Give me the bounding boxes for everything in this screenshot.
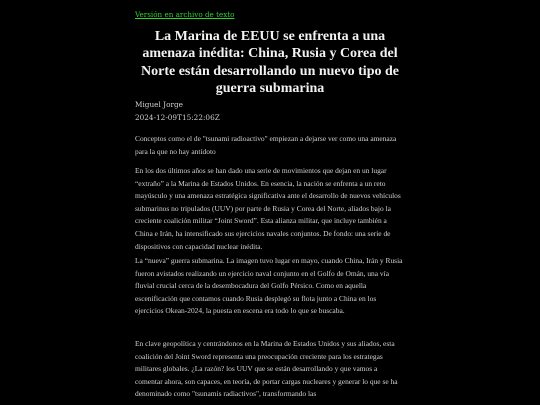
article-paragraph-1: Conceptos como el de "tsunami radioactivo" empiezan a dejarse ver como una amenaza para la que no hay antídoto <box>135 134 397 156</box>
article-date: 2024-12-09T15:22:06Z <box>135 113 220 122</box>
article-paragraph-4: En clave geopolítica y centrándonos en la Marina de Estados Unidos y sus aliados, esta coalición del Joint Sword representa una preocupación creciente para los estrategas militares globales. ¿La razón? los UUV que se están desarrollando y que vamos a comentar ahora, son capaces, en teoría, de portar cargas nucleares y generar lo que se ha denominado como "tsunamis radiactivos", transformando las <box>135 339 398 399</box>
article-paragraph-3: La “nueva” guerra submarina. La imagen tuvo lugar en mayo, cuando China, Irán y Rusia fueron avistados realizando un ejercicio naval conjunto en el Golfo de Omán, una vía fluvial crucial cerca de la desembocadura del Golfo Pérsico. Como en aquella escenificación que contamos cuando Rusia desplegó su flota junto a China en los ejercicios Okean-2024, la puesta en escena era todo lo que se buscaba. <box>135 256 403 316</box>
text-archive-link[interactable]: Versión en archivo de texto <box>135 10 235 19</box>
article-author: Miguel Jorge <box>135 100 183 109</box>
article-paragraph-2: En los dos últimos años se han dado una serie de movimientos que dejan en un lugar “extraño” a la Marina de Estados Unidos. En esencia, la nación se enfrenta a un reto mayúsculo y una amenaza estratégica significativa ante el desarrollo de nuevos vehículos submarinos no tripulados (UUV) por parte de Rusia y Corea del Norte, aliados bajo la creciente coalición militar “Joint Sword”. Esta alianza militar, que incluye también a China e Irán, ha intensificado sus ejercicios navales conjuntos. De fondo: una serie de dispositivos con capacidad nuclear inédita. <box>135 166 401 251</box>
article-title: La Marina de EEUU se enfrenta a una amenaza inédita: China, Rusia y Corea del Norte están desarrollando un nuevo tipo de guerra submarina <box>141 29 399 97</box>
